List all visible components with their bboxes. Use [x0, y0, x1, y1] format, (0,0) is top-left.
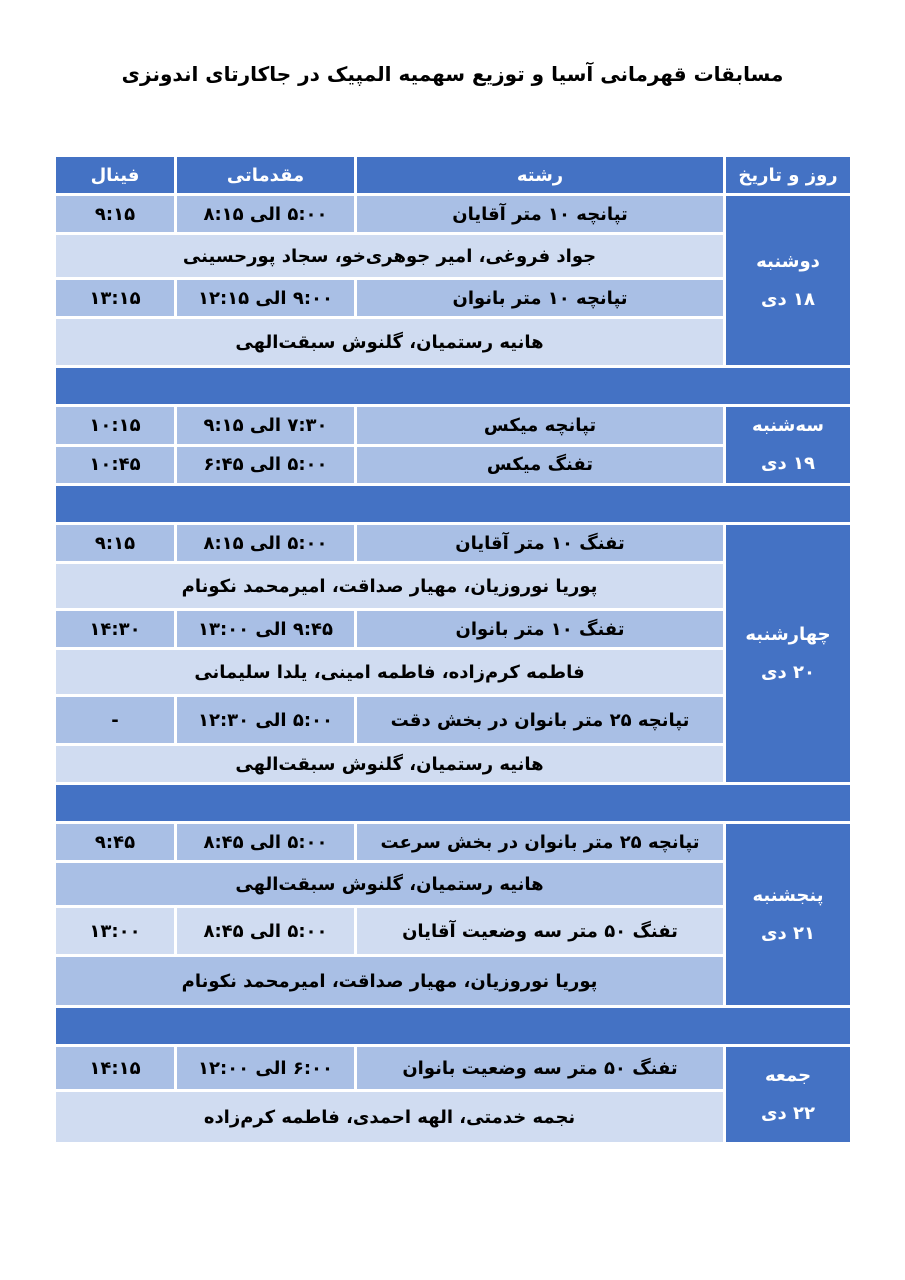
- header-day: روز و تاریخ: [726, 157, 850, 193]
- event-name: تفنگ ۵۰ متر سه وضعیت بانوان: [402, 1057, 678, 1079]
- final-time: ۱۰:۴۵: [89, 454, 141, 476]
- prelim-time: ۹:۴۵ الی ۱۳:۰۰: [197, 618, 333, 640]
- prelim-time: ۹:۰۰ الی ۱۲:۱۵: [197, 287, 333, 309]
- athletes: فاطمه کرم‌زاده، فاطمه امینی، یلدا سلیمانی: [194, 661, 585, 683]
- event-name: تپانچه ۲۵ متر بانوان در بخش سرعت: [380, 831, 700, 853]
- event-name: تپانچه ۲۵ متر بانوان در بخش دقت: [390, 709, 690, 731]
- separator-row: [56, 785, 850, 821]
- day-cell: [726, 407, 850, 483]
- athletes: هانیه رستمیان، گلنوش سبقت‌الهی: [235, 873, 544, 895]
- separator-row: [56, 486, 850, 522]
- separator-row: [56, 1008, 850, 1044]
- event-name: تفنگ ۵۰ متر سه وضعیت آقایان: [402, 920, 678, 942]
- final-time: ۱۳:۱۵: [89, 287, 141, 309]
- day-name: سه‌شنبه: [752, 415, 824, 436]
- day-date: ۱۹ دی: [761, 453, 815, 474]
- day-cell: [726, 1047, 850, 1142]
- separator: [56, 368, 850, 404]
- day-cell: [726, 525, 850, 782]
- event-name: تپانچه ۱۰ متر بانوان: [452, 287, 628, 309]
- event-row: [56, 196, 850, 232]
- day-cell: [726, 824, 850, 1005]
- event-row: [56, 407, 850, 444]
- athletes: جواد فروغی، امیر جوهری‌خو، سجاد پورحسینی: [182, 245, 597, 267]
- separator-row: [56, 368, 850, 404]
- athletes: پوریا نوروزیان، مهیار صداقت، امیرمحمد نکونام: [181, 575, 598, 597]
- separator: [56, 1008, 850, 1044]
- day-name: چهارشنبه: [745, 623, 831, 645]
- final-time: ۹:۱۵: [94, 532, 136, 554]
- event-name: تفنگ میکس: [486, 454, 594, 476]
- prelim-time: ۶:۰۰ الی ۱۲:۰۰: [197, 1057, 333, 1079]
- athletes: هانیه رستمیان، گلنوش سبقت‌الهی: [235, 753, 544, 775]
- prelim-time: ۵:۰۰ الی ۸:۴۵: [203, 920, 328, 942]
- event-row: [56, 824, 850, 860]
- athletes: پوریا نوروزیان، مهیار صداقت، امیرمحمد نکونام: [181, 970, 598, 992]
- header-final: فینال: [56, 157, 174, 193]
- day-name: پنجشنبه: [752, 884, 824, 906]
- schedule-table: [53, 154, 853, 1145]
- day-cell: [726, 196, 850, 365]
- final-time: ۱۰:۱۵: [89, 414, 141, 436]
- prelim-time: ۷:۳۰ الی ۹:۱۵: [203, 414, 328, 436]
- day-date: ۲۰ دی: [761, 661, 815, 683]
- event-name: تفنگ ۱۰ متر بانوان: [455, 618, 625, 640]
- page-title: مسابقات قهرمانی آسیا و توزیع سهمیه المپیک در جاکارتای اندونزی: [121, 62, 784, 86]
- prelim-time: ۵:۰۰ الی ۱۲:۳۰: [197, 709, 333, 731]
- event-row: [56, 1047, 850, 1089]
- final-time: ۹:۱۵: [94, 203, 136, 225]
- event-name: تپانچه ۱۰ متر آقایان: [452, 203, 628, 225]
- final-time: ۹:۴۵: [94, 831, 136, 853]
- event-row: [56, 525, 850, 561]
- header-event: رشته: [357, 157, 723, 193]
- final-time: ۱۴:۳۰: [89, 618, 141, 640]
- event-name: تفنگ ۱۰ متر آقایان: [455, 532, 625, 554]
- final-time: ۱۴:۱۵: [89, 1057, 141, 1079]
- day-name: دوشنبه: [756, 250, 820, 272]
- day-date: ۲۱ دی: [761, 922, 815, 944]
- day-name: جمعه: [764, 1064, 812, 1086]
- separator: [56, 486, 850, 522]
- prelim-time: ۵:۰۰ الی ۸:۱۵: [203, 203, 328, 225]
- event-name: تپانچه میکس: [483, 414, 597, 436]
- day-date: ۱۸ دی: [761, 288, 815, 310]
- athletes: نجمه خدمتی، الهه احمدی، فاطمه کرم‌زاده: [203, 1106, 576, 1128]
- prelim-time: ۵:۰۰ الی ۸:۱۵: [203, 532, 328, 554]
- final-time: -: [111, 709, 119, 731]
- header-row: [56, 157, 850, 193]
- separator: [56, 785, 850, 821]
- prelim-time: ۵:۰۰ الی ۸:۴۵: [203, 831, 328, 853]
- final-time: ۱۳:۰۰: [89, 920, 141, 942]
- prelim-time: ۵:۰۰ الی ۶:۴۵: [203, 454, 328, 476]
- schedule-body: [56, 196, 850, 1142]
- header-prelim: مقدماتی: [177, 157, 354, 193]
- athletes: هانیه رستمیان، گلنوش سبقت‌الهی: [235, 331, 544, 353]
- day-date: ۲۲ دی: [761, 1102, 815, 1124]
